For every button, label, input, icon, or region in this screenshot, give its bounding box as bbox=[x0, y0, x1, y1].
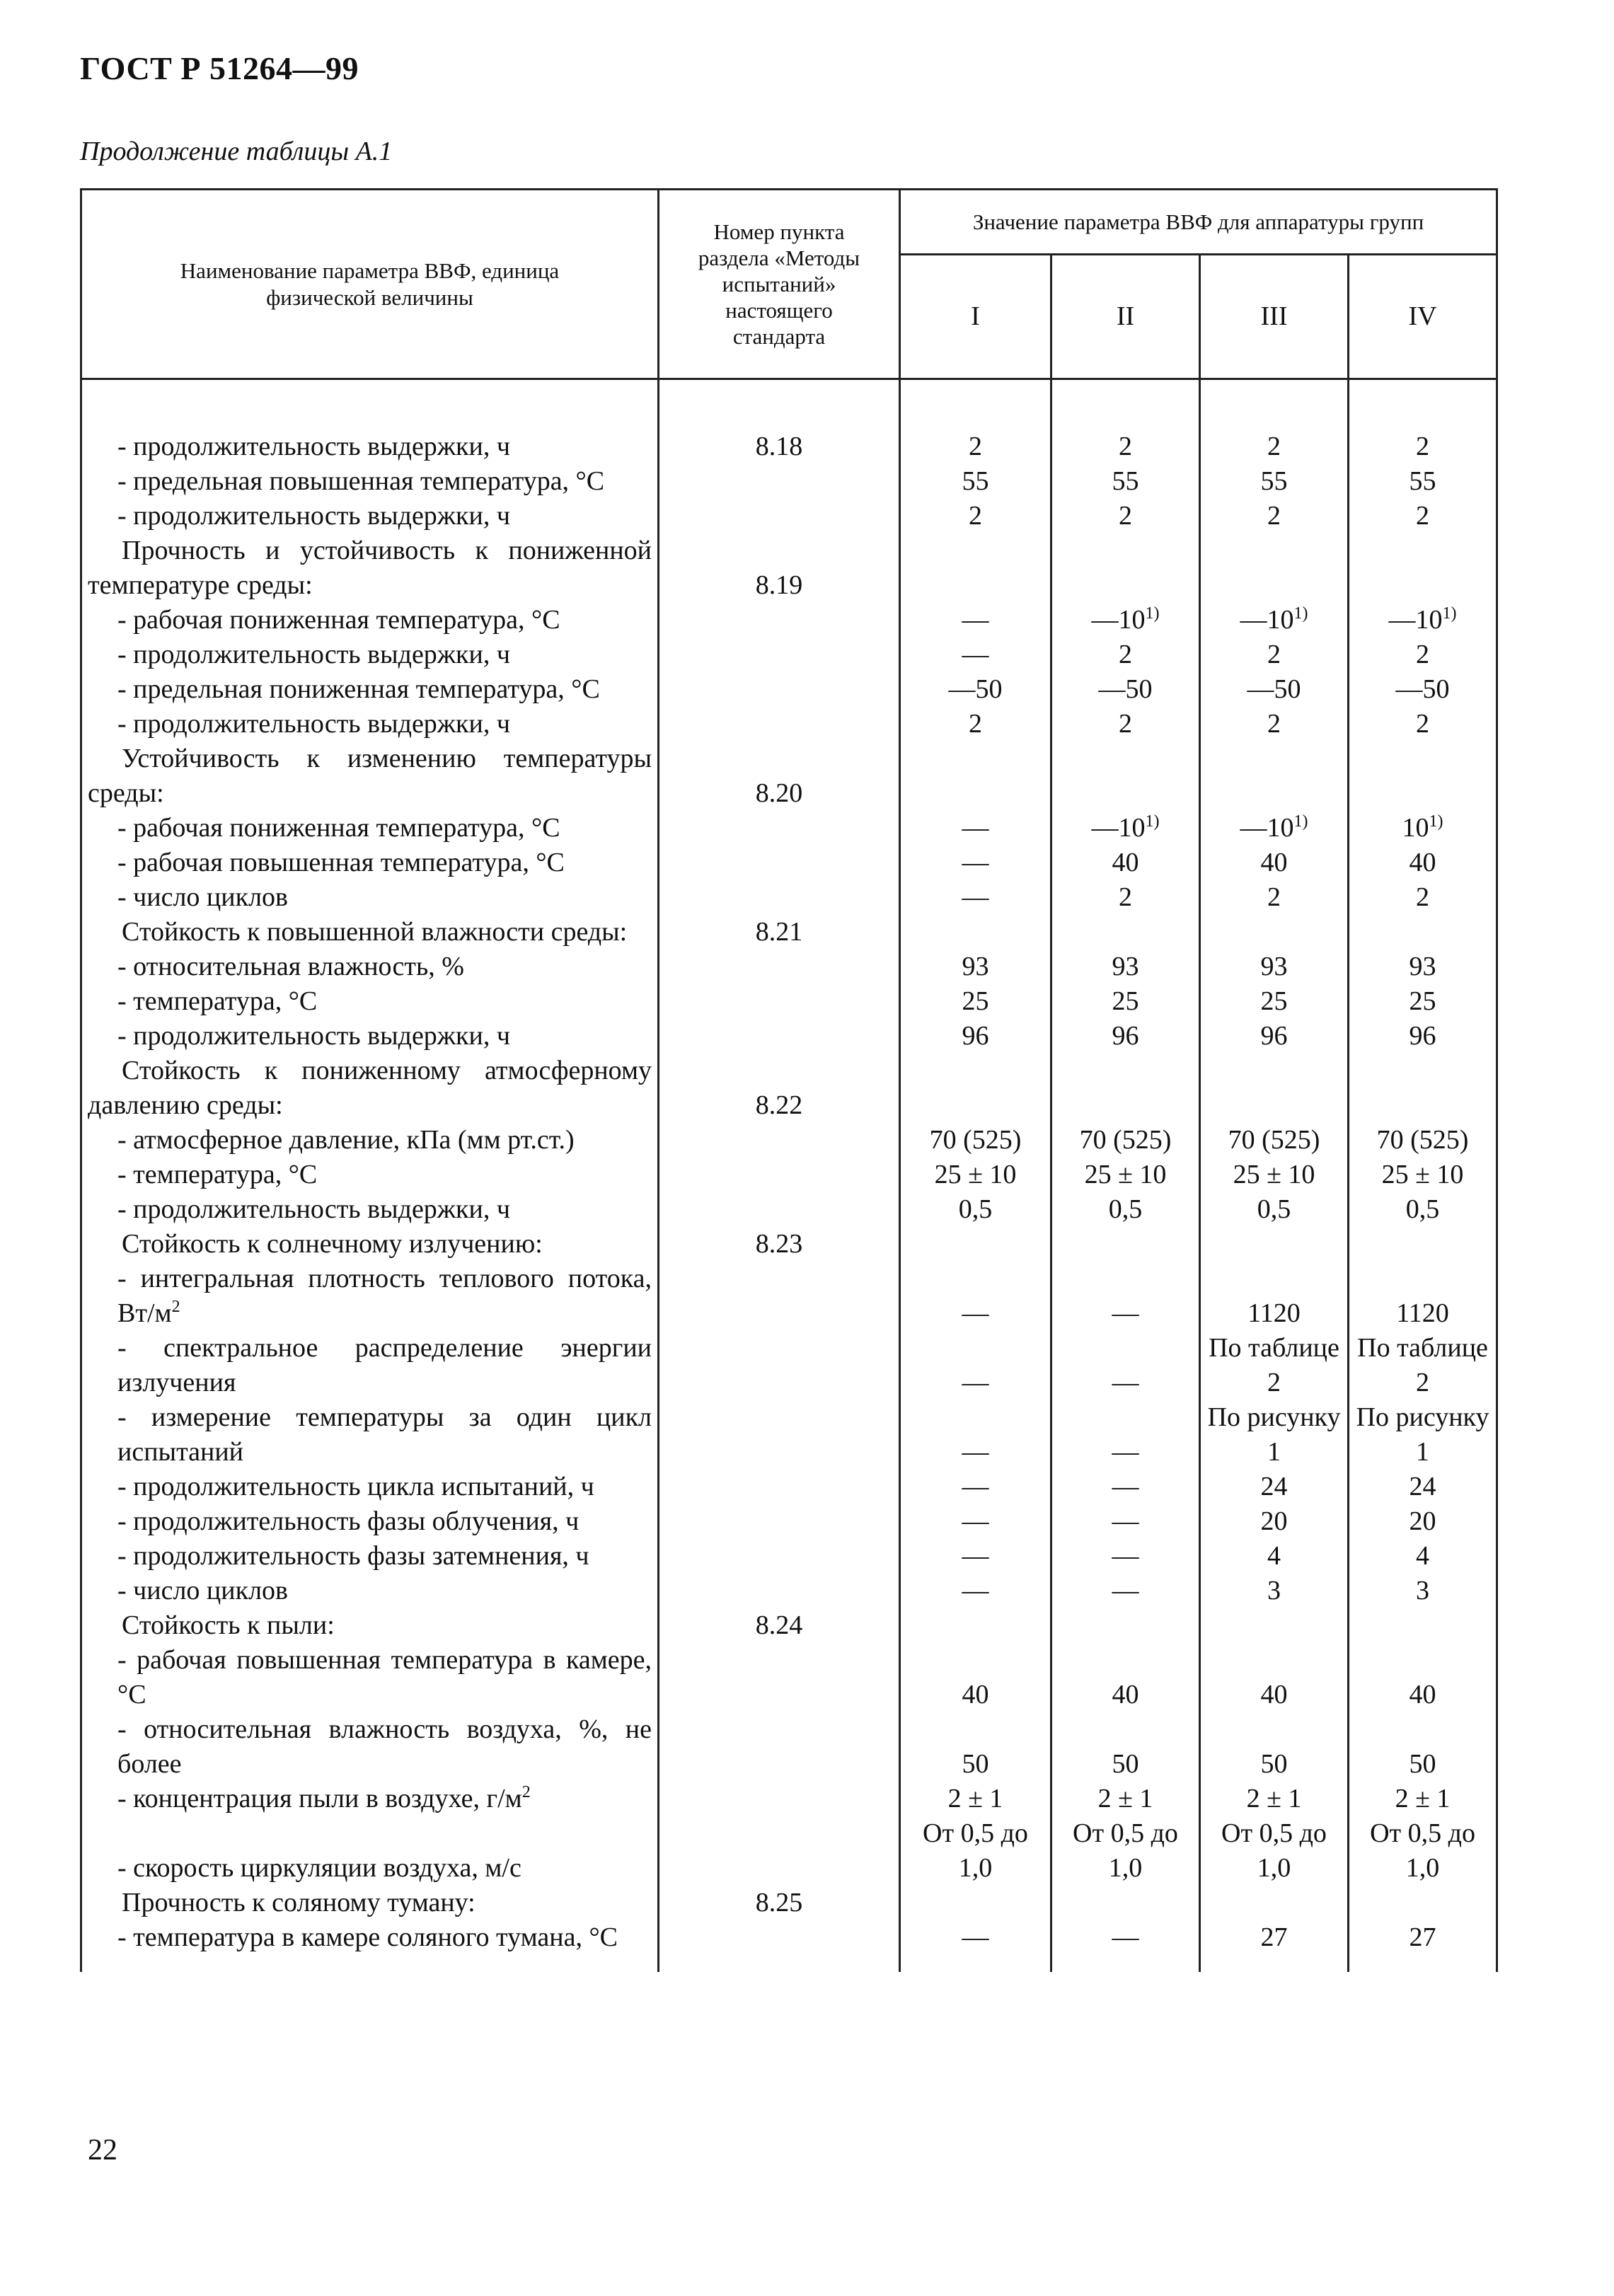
parameter-name: - число циклов bbox=[81, 880, 659, 915]
parameter-name: - относительная влажность воздуха, %, не более bbox=[81, 1712, 659, 1782]
value-group-2: 2 bbox=[1051, 638, 1200, 672]
value-group-1: 2 bbox=[900, 707, 1051, 742]
value-group-2: 25 bbox=[1051, 984, 1200, 1019]
value-group-2: 40 bbox=[1051, 1643, 1200, 1712]
table-row bbox=[81, 950, 1497, 984]
clause-number bbox=[659, 707, 900, 742]
value-group-4: От 0,5 до 1,0 bbox=[1349, 1816, 1497, 1886]
clause-number bbox=[659, 1019, 900, 1054]
table-row bbox=[81, 499, 1497, 533]
table-row bbox=[81, 1712, 1497, 1782]
parameter-name: - продолжительность выдержки, ч bbox=[81, 638, 659, 672]
value-group-1 bbox=[900, 533, 1051, 603]
parameter-name: - продолжительность выдержки, ч bbox=[81, 429, 659, 464]
parameter-name: - продолжительность фазы облучения, ч bbox=[81, 1504, 659, 1539]
clause-number: 8.19 bbox=[659, 533, 900, 603]
clause-number bbox=[659, 880, 900, 915]
value-group-1: — bbox=[900, 1331, 1051, 1400]
value-group-3: 2 bbox=[1200, 499, 1349, 533]
value-group-2: —10$^{1)}$ bbox=[1051, 603, 1200, 638]
parameter-name: - продолжительность выдержки, ч bbox=[81, 499, 659, 533]
value-group-4: 2 bbox=[1349, 499, 1497, 533]
parameter-name: Устойчивость к изменению температуры среды: bbox=[81, 742, 659, 811]
value-group-3: 20 bbox=[1200, 1504, 1349, 1539]
value-group-3: 70 (525) bbox=[1200, 1123, 1349, 1158]
value-group-2: 2 bbox=[1051, 429, 1200, 464]
parameter-name: - рабочая пониженная температура, °С bbox=[81, 811, 659, 846]
value-group-3: 25 ± 10 bbox=[1200, 1158, 1349, 1192]
table-body bbox=[81, 379, 1497, 1973]
value-group-2 bbox=[1051, 1054, 1200, 1123]
value-group-1: 25 bbox=[900, 984, 1051, 1019]
table-row bbox=[81, 1227, 1497, 1262]
parameter-name: Прочность и устойчивость к пониженной температуре среды: bbox=[81, 533, 659, 603]
parameter-name: - спектральное распределение энергии излучения bbox=[81, 1331, 659, 1400]
value-group-1 bbox=[900, 1886, 1051, 1920]
clause-number: 8.21 bbox=[659, 915, 900, 950]
clause-number bbox=[659, 1400, 900, 1470]
value-group-3: 55 bbox=[1200, 464, 1349, 499]
parameter-name: - предельная повышенная температура, °С bbox=[81, 464, 659, 499]
clause-number bbox=[659, 1782, 900, 1816]
clause-number bbox=[659, 603, 900, 638]
table-bottom-row bbox=[81, 1955, 1497, 1972]
parameter-name: - температура в камере соляного тумана, °С bbox=[81, 1920, 659, 1955]
value-group-1: — bbox=[900, 1262, 1051, 1331]
clause-number bbox=[659, 1331, 900, 1400]
value-group-4: 20 bbox=[1349, 1504, 1497, 1539]
clause-number: 8.25 bbox=[659, 1886, 900, 1920]
table-row bbox=[81, 880, 1497, 915]
value-group-2: 55 bbox=[1051, 464, 1200, 499]
clause-number: 8.18 bbox=[659, 429, 900, 464]
value-group-3: По рисунку 1 bbox=[1200, 1400, 1349, 1470]
value-group-4 bbox=[1349, 1608, 1497, 1643]
table-row bbox=[81, 1608, 1497, 1643]
parameter-name: - температура, °С bbox=[81, 1158, 659, 1192]
clause-number bbox=[659, 1643, 900, 1712]
parameter-name: - концентрация пыли в воздухе, $г/м^2$ bbox=[81, 1782, 659, 1816]
table-row bbox=[81, 846, 1497, 880]
clause-number bbox=[659, 1123, 900, 1158]
table-row bbox=[81, 533, 1497, 603]
value-group-3: 3 bbox=[1200, 1574, 1349, 1608]
table-row bbox=[81, 1920, 1497, 1955]
value-group-2 bbox=[1051, 1608, 1200, 1643]
table-row bbox=[81, 1054, 1497, 1123]
value-group-3: 50 bbox=[1200, 1712, 1349, 1782]
value-group-4: 10$^{1)}$ bbox=[1349, 811, 1497, 846]
parameter-name: - продолжительность фазы затемнения, ч bbox=[81, 1539, 659, 1574]
value-group-4: 96 bbox=[1349, 1019, 1497, 1054]
value-group-4: 40 bbox=[1349, 846, 1497, 880]
value-group-3 bbox=[1200, 915, 1349, 950]
header-values: Значение параметра ВВФ для аппаратуры групп bbox=[900, 190, 1497, 255]
value-group-3: —10$^{1)}$ bbox=[1200, 811, 1349, 846]
table-row bbox=[81, 742, 1497, 811]
value-group-4: 70 (525) bbox=[1349, 1123, 1497, 1158]
value-group-2: 2 bbox=[1051, 499, 1200, 533]
page-number: 22 bbox=[88, 2134, 117, 2167]
value-group-1: 2 ± 1 bbox=[900, 1782, 1051, 1816]
parameter-name: - относительная влажность, % bbox=[81, 950, 659, 984]
value-group-1: — bbox=[900, 846, 1051, 880]
value-group-4: 3 bbox=[1349, 1574, 1497, 1608]
header-parameter-name: Наименование параметра ВВФ, единица физической величины bbox=[81, 190, 659, 379]
clause-number: 8.24 bbox=[659, 1608, 900, 1643]
value-group-2: 25 ± 10 bbox=[1051, 1158, 1200, 1192]
value-group-4: 2 bbox=[1349, 429, 1497, 464]
parameter-name: Стойкость к пониженному атмосферному давлению среды: bbox=[81, 1054, 659, 1123]
value-group-2: — bbox=[1051, 1574, 1200, 1608]
parameter-name: - рабочая повышенная температура, °С bbox=[81, 846, 659, 880]
parameter-name: - продолжительность цикла испытаний, ч bbox=[81, 1470, 659, 1504]
parameter-name: - атмосферное давление, кПа (мм рт.ст.) bbox=[81, 1123, 659, 1158]
table-row bbox=[81, 603, 1497, 638]
table-continuation-caption: Продолжение таблицы А.1 bbox=[80, 137, 393, 166]
value-group-3: 40 bbox=[1200, 846, 1349, 880]
value-group-4: —10$^{1)}$ bbox=[1349, 603, 1497, 638]
value-group-2: 0,5 bbox=[1051, 1192, 1200, 1227]
value-group-1: 55 bbox=[900, 464, 1051, 499]
clause-number bbox=[659, 1470, 900, 1504]
value-group-3: 0,5 bbox=[1200, 1192, 1349, 1227]
value-group-4: 2 ± 1 bbox=[1349, 1782, 1497, 1816]
value-group-3 bbox=[1200, 1227, 1349, 1262]
value-group-2: — bbox=[1051, 1504, 1200, 1539]
value-group-2 bbox=[1051, 915, 1200, 950]
header-group-2: II bbox=[1051, 255, 1200, 379]
clause-number bbox=[659, 638, 900, 672]
value-group-2: — bbox=[1051, 1539, 1200, 1574]
value-group-1 bbox=[900, 742, 1051, 811]
value-group-1 bbox=[900, 915, 1051, 950]
value-group-3: От 0,5 до 1,0 bbox=[1200, 1816, 1349, 1886]
value-group-2: — bbox=[1051, 1920, 1200, 1955]
table-row bbox=[81, 1782, 1497, 1816]
value-group-4: 40 bbox=[1349, 1643, 1497, 1712]
value-group-2: — bbox=[1051, 1400, 1200, 1470]
value-group-4: 2 bbox=[1349, 880, 1497, 915]
parameter-name: - температура, °С bbox=[81, 984, 659, 1019]
value-group-4 bbox=[1349, 1227, 1497, 1262]
table-row bbox=[81, 672, 1497, 707]
clause-number bbox=[659, 1816, 900, 1886]
table-row bbox=[81, 1574, 1497, 1608]
value-group-3: 2 bbox=[1200, 880, 1349, 915]
header-group-1: I bbox=[900, 255, 1051, 379]
parameter-name: Стойкость к солнечному излучению: bbox=[81, 1227, 659, 1262]
value-group-4 bbox=[1349, 915, 1497, 950]
value-group-4: 24 bbox=[1349, 1470, 1497, 1504]
table-row bbox=[81, 1123, 1497, 1158]
parameter-name: - измерение температуры за один цикл испытаний bbox=[81, 1400, 659, 1470]
value-group-4 bbox=[1349, 1886, 1497, 1920]
value-group-3 bbox=[1200, 533, 1349, 603]
value-group-3: —10$^{1)}$ bbox=[1200, 603, 1349, 638]
value-group-1: 50 bbox=[900, 1712, 1051, 1782]
clause-number bbox=[659, 1504, 900, 1539]
table-row bbox=[81, 811, 1497, 846]
clause-number bbox=[659, 811, 900, 846]
value-group-3 bbox=[1200, 1054, 1349, 1123]
value-group-3 bbox=[1200, 1608, 1349, 1643]
value-group-2 bbox=[1051, 533, 1200, 603]
value-group-2: 70 (525) bbox=[1051, 1123, 1200, 1158]
table-row bbox=[81, 915, 1497, 950]
parameter-name: - продолжительность выдержки, ч bbox=[81, 707, 659, 742]
spacer-row bbox=[81, 379, 1497, 430]
parameter-name: - число циклов bbox=[81, 1574, 659, 1608]
clause-number bbox=[659, 1920, 900, 1955]
value-group-3: 2 bbox=[1200, 707, 1349, 742]
value-group-4: По рисунку 1 bbox=[1349, 1400, 1497, 1470]
value-group-3 bbox=[1200, 742, 1349, 811]
table-row bbox=[81, 1539, 1497, 1574]
parameter-name: - рабочая пониженная температура, °С bbox=[81, 603, 659, 638]
clause-number bbox=[659, 1712, 900, 1782]
table-row bbox=[81, 429, 1497, 464]
value-group-1: — bbox=[900, 1539, 1051, 1574]
value-group-1: — bbox=[900, 880, 1051, 915]
value-group-1: — bbox=[900, 1920, 1051, 1955]
value-group-2: 50 bbox=[1051, 1712, 1200, 1782]
parameter-name: Прочность к соляному туману: bbox=[81, 1886, 659, 1920]
value-group-1: — bbox=[900, 1574, 1051, 1608]
value-group-4: 4 bbox=[1349, 1539, 1497, 1574]
value-group-4: —50 bbox=[1349, 672, 1497, 707]
value-group-3: 96 bbox=[1200, 1019, 1349, 1054]
clause-number bbox=[659, 464, 900, 499]
value-group-1: 0,5 bbox=[900, 1192, 1051, 1227]
value-group-1: — bbox=[900, 1470, 1051, 1504]
value-group-1: — bbox=[900, 638, 1051, 672]
value-group-3: По таблице 2 bbox=[1200, 1331, 1349, 1400]
value-group-4: По таблице 2 bbox=[1349, 1331, 1497, 1400]
value-group-4: 93 bbox=[1349, 950, 1497, 984]
value-group-2: 93 bbox=[1051, 950, 1200, 984]
value-group-1: — bbox=[900, 1504, 1051, 1539]
parameter-name: - интегральная плотность теплового потока, $Вт/м^2$ bbox=[81, 1262, 659, 1331]
parameters-table bbox=[80, 188, 1498, 1972]
value-group-2: От 0,5 до 1,0 bbox=[1051, 1816, 1200, 1886]
table-row bbox=[81, 1470, 1497, 1504]
clause-number bbox=[659, 1158, 900, 1192]
value-group-3: 25 bbox=[1200, 984, 1349, 1019]
clause-number: 8.20 bbox=[659, 742, 900, 811]
clause-number bbox=[659, 1539, 900, 1574]
value-group-3: 4 bbox=[1200, 1539, 1349, 1574]
value-group-1 bbox=[900, 1227, 1051, 1262]
value-group-2: —10$^{1)}$ bbox=[1051, 811, 1200, 846]
table-row bbox=[81, 1504, 1497, 1539]
clause-number bbox=[659, 1192, 900, 1227]
value-group-4: 0,5 bbox=[1349, 1192, 1497, 1227]
table-row bbox=[81, 1262, 1497, 1331]
clause-number bbox=[659, 1574, 900, 1608]
value-group-2 bbox=[1051, 1886, 1200, 1920]
parameter-name: - скорость циркуляции воздуха, м/с bbox=[81, 1816, 659, 1886]
value-group-2 bbox=[1051, 742, 1200, 811]
value-group-3: 93 bbox=[1200, 950, 1349, 984]
header-group-3: III bbox=[1200, 255, 1349, 379]
value-group-4 bbox=[1349, 1054, 1497, 1123]
value-group-1: 2 bbox=[900, 499, 1051, 533]
value-group-1: — bbox=[900, 1400, 1051, 1470]
value-group-3: 2 bbox=[1200, 429, 1349, 464]
value-group-4 bbox=[1349, 533, 1497, 603]
value-group-3 bbox=[1200, 1886, 1349, 1920]
document-code: ГОСТ Р 51264—99 bbox=[80, 50, 359, 86]
value-group-1 bbox=[900, 1054, 1051, 1123]
value-group-3: 1120 bbox=[1200, 1262, 1349, 1331]
value-group-4: 2 bbox=[1349, 707, 1497, 742]
table-row bbox=[81, 464, 1497, 499]
parameter-name: - продолжительность выдержки, ч bbox=[81, 1192, 659, 1227]
value-group-4: 25 ± 10 bbox=[1349, 1158, 1497, 1192]
value-group-2: — bbox=[1051, 1470, 1200, 1504]
value-group-3: 2 bbox=[1200, 638, 1349, 672]
value-group-4: 1120 bbox=[1349, 1262, 1497, 1331]
value-group-4 bbox=[1349, 742, 1497, 811]
value-group-1: 96 bbox=[900, 1019, 1051, 1054]
value-group-4: 27 bbox=[1349, 1920, 1497, 1955]
value-group-2: —50 bbox=[1051, 672, 1200, 707]
clause-number: 8.23 bbox=[659, 1227, 900, 1262]
table-row bbox=[81, 1400, 1497, 1470]
header-group-4: IV bbox=[1349, 255, 1497, 379]
clause-number bbox=[659, 950, 900, 984]
value-group-4: 55 bbox=[1349, 464, 1497, 499]
value-group-1: — bbox=[900, 811, 1051, 846]
parameter-name: - рабочая повышенная температура в камере, °С bbox=[81, 1643, 659, 1712]
table-row bbox=[81, 1816, 1497, 1886]
table-row bbox=[81, 707, 1497, 742]
table-row bbox=[81, 1192, 1497, 1227]
value-group-4: 2 bbox=[1349, 638, 1497, 672]
value-group-2 bbox=[1051, 1227, 1200, 1262]
header-clause-number: Номер пункта раздела «Методы испытаний» настоящего стандарта bbox=[659, 190, 900, 379]
clause-number bbox=[659, 499, 900, 533]
clause-number bbox=[659, 984, 900, 1019]
value-group-2: 2 bbox=[1051, 707, 1200, 742]
value-group-1: 2 bbox=[900, 429, 1051, 464]
value-group-3: —50 bbox=[1200, 672, 1349, 707]
parameter-name: Стойкость к пыли: bbox=[81, 1608, 659, 1643]
value-group-1: —50 bbox=[900, 672, 1051, 707]
value-group-4: 25 bbox=[1349, 984, 1497, 1019]
value-group-1: — bbox=[900, 603, 1051, 638]
value-group-2: — bbox=[1051, 1262, 1200, 1331]
value-group-1: 93 bbox=[900, 950, 1051, 984]
value-group-1: От 0,5 до 1,0 bbox=[900, 1816, 1051, 1886]
parameter-name: - предельная пониженная температура, °С bbox=[81, 672, 659, 707]
table-row bbox=[81, 984, 1497, 1019]
value-group-3: 2 ± 1 bbox=[1200, 1782, 1349, 1816]
table-row bbox=[81, 638, 1497, 672]
value-group-1: 70 (525) bbox=[900, 1123, 1051, 1158]
table-row bbox=[81, 1643, 1497, 1712]
value-group-1: 40 bbox=[900, 1643, 1051, 1712]
clause-number: 8.22 bbox=[659, 1054, 900, 1123]
value-group-2: 40 bbox=[1051, 846, 1200, 880]
parameter-name: Стойкость к повышенной влажности среды: bbox=[81, 915, 659, 950]
value-group-3: 24 bbox=[1200, 1470, 1349, 1504]
value-group-2: 2 bbox=[1051, 880, 1200, 915]
table-row bbox=[81, 1886, 1497, 1920]
clause-number bbox=[659, 846, 900, 880]
clause-number bbox=[659, 672, 900, 707]
table-row bbox=[81, 1158, 1497, 1192]
table-row bbox=[81, 1331, 1497, 1400]
value-group-1 bbox=[900, 1608, 1051, 1643]
value-group-3: 27 bbox=[1200, 1920, 1349, 1955]
value-group-4: 50 bbox=[1349, 1712, 1497, 1782]
value-group-2: — bbox=[1051, 1331, 1200, 1400]
clause-number bbox=[659, 1262, 900, 1331]
parameter-name: - продолжительность выдержки, ч bbox=[81, 1019, 659, 1054]
value-group-2: 2 ± 1 bbox=[1051, 1782, 1200, 1816]
value-group-2: 96 bbox=[1051, 1019, 1200, 1054]
value-group-1: 25 ± 10 bbox=[900, 1158, 1051, 1192]
value-group-3: 40 bbox=[1200, 1643, 1349, 1712]
table-row bbox=[81, 1019, 1497, 1054]
